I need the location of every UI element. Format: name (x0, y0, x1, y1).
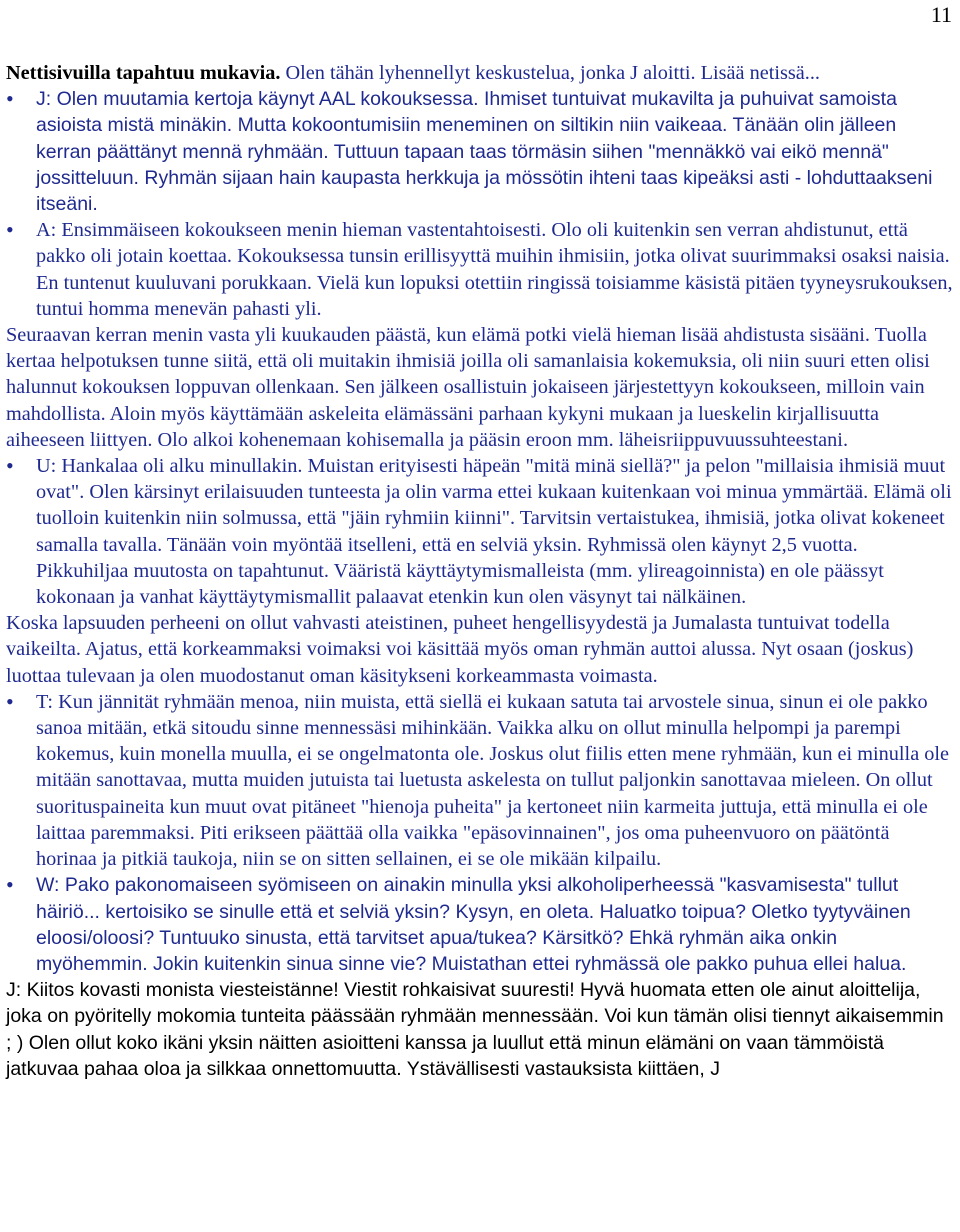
message-u: • U: Hankalaa oli alku minullakin. Muistan erityisesti häpeän "mitä minä siellä?" ja pelon "millaisia ihmisiä muut ovat". Olen kärsinyt erilaisuuden tunteesta ja olin varma ettei kukaan kuitenkaan voi minua ymmärtää. Elämä oli tuolloin kuitenkin niin solmussa, että "jäin ryhmiin kiinni". Tarvitsin vertaistukea, ihmisiä, jotka olivat kokeneet samalla tavalla. Tänään voin myöntää itselleni, että en selviä yksin. Ryhmissä olen käynyt 2,5 vuotta. Pikkuhiljaa muutosta on tapahtunut. Vääristä käyttäytymismalleista (mm. ylireagoinnista) en ole päässyt kokonaan ja vanhat käyttäytymismallit palaavat etenkin kun olen väsynyt tai nälkäinen. (6, 453, 954, 610)
message-j-reply: J: Kiitos kovasti monista viesteistänne! Viestit rohkaisivat suuresti! Hyvä huomata etten ole ainut aloittelija, joka on pyöritelly mokomia tunteita päässään ryhmään mennessään. Voi kun tämän olisi tiennyt aikaisemmin ; ) Olen ollut koko ikäni yksin näitten asioitteni kanssa ja luullut että minun elämäni on vaan tämmöistä jatkuvaa pahaa oloa ja silkkaa onnettomuutta. Ystävällisesti vastauksista kiittäen, J (6, 979, 944, 1080)
message-u-continued: Koska lapsuuden perheeni on ollut vahvasti ateistinen, puheet hengellisyydestä ja Jumalasta tuntuivat todella vaikeilta. Ajatus, että korkeammaksi voimaksi voi käsittää myös oman ryhmän auttoi alussa. Nyt osaan (joskus) luottaa tulevaan ja olen muodostanut oman käsitykseni korkeammasta voimasta. (6, 612, 914, 687)
message-j: • J: Olen muutamia kertoja käynyt AAL kokouksessa. Ihmiset tuntuivat mukavilta ja puhuivat samoista asioista mistä minäkin. Mutta kokoontumisiin meneminen on siltikin niin vaikeaa. Tänään olin jälleen kerran päättänyt mennä ryhmään. Tuttuun tapaan taas törmäsin siihen "mennäkkö vai eikö mennä" jossitteluun. Ryhmän sijaan hain kaupasta herkkuja ja mössötin ihteni taas kipeäksi asti - lohduttaakseni itseäni. (6, 86, 954, 217)
message-t: • T: Kun jännität ryhmään menoa, niin muista, että siellä ei kukaan satuta tai arvostele sinua, sinun ei ole pakko sanoa mitään, etkä sitoudu sinne mennessäsi mihinkään. Vaikka alku on ollut minulla helpompi ja parempi kokemus, kuin monella muulla, ei se ongelmatonta ole. Joskus olut fiilis etten mene ryhmään, kun ei minulla ole mitään sanottavaa, mutta muiden jutuista tai luetusta askelesta on tullut paljonkin sanottavaa mieleen. On ollut suorituspaineita kun muut ovat pitäneet "hienoja puheita" ja kertoneet niin karmeita juttuja, että minulla ei ole laittaa paremmaksi. Piti erikseen päättää olla vaikka "epäsovinnainen", jos oma puheenvuoro on päätöntä horinaa ja pitkiä taukoja, niin se on sitten sellainen, ei se ole mikään kilpailu. (6, 689, 954, 872)
message-a-continued: Seuraavan kerran menin vasta yli kuukauden päästä, kun elämä potki vielä hieman lisää ahdistusta sisääni. Tuolla kertaa helpotuksen tunne siitä, että oli muitakin ihmisiä joilla oli samanlaisia kokemuksia, oli niin suuri etten olisi halunnut kokouksen loppuvan ollenkaan. Sen jälkeen osallistuin jokaiseen järjestettyyn kokoukseen, milloin vain mahdollista. Aloin myös käyttämään askeleita elämässäni parhaan kykyni mukaan ja lueskelin kirjallisuutta aiheeseen liittyen. Olo alkoi kohenemaan kohisemalla ja pääsin eroon mm. läheisriippuvuussuhteestani. (6, 324, 930, 451)
message-a: • A: Ensimmäiseen kokoukseen menin hieman vastentahtoisesti. Olo oli kuitenkin sen verran ahdistunut, että pakko oli jotain koettaa. Kokouksessa tunsin erillisyyttä muihin ihmisiin, jotka olivat suurimmaksi osaksi naisia. En tuntenut kuuluvani porukkaan. Vielä kun lopuksi otettiin ringissä toisiamme käsistä pitäen tyyneysrukouksen, tuntui homma menevän pahasti yli. (6, 217, 954, 322)
intro-paragraph (6, 60, 954, 86)
document-body (6, 60, 954, 1082)
intro-text: Olen tähän lyhennellyt keskustelua, jonka J aloitti. Lisää netissä... (280, 62, 821, 84)
message-w: • W: Pako pakonomaiseen syömiseen on ainakin minulla yksi alkoholiperheessä "kasvamisesta" tullut häiriö... kertoisiko se sinulle että et selviä yksin? Kysyn, en oleta. Haluatko toipua? Oletko tyytyväinen eloosi/oloosi? Tuntuuko sinusta, että tarvitset apua/tukea? Kärsitkö? Ehkä ryhmän aika onkin myöhemmin. Jokin kuitenkin sinua sinne vie? Muistathan ettei ryhmässä ole pakko puhua ellei halua. (6, 872, 954, 977)
intro-heading: Nettisivuilla tapahtuu mukavia. (6, 62, 281, 84)
page-number: 11 (930, 2, 952, 27)
